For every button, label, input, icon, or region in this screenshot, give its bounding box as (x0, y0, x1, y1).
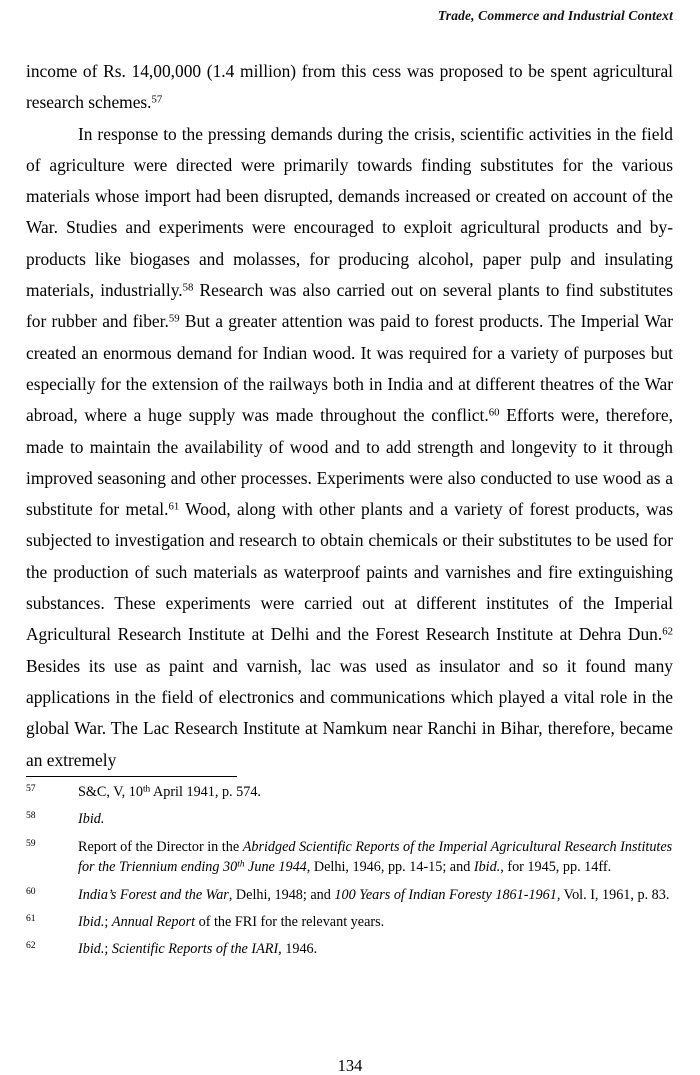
footnote-text-60 (78, 885, 673, 905)
footnote-run: Ibid. (473, 859, 501, 876)
footnote-run: S&C, V, 10 (78, 784, 143, 800)
footnote-marker-59[interactable]: 59 (168, 312, 180, 325)
footnote-run: Scientific Reports of the IARI, (111, 941, 282, 958)
page-number: 134 (337, 1056, 363, 1075)
footnote-62 (26, 939, 673, 959)
footnote-number-61[interactable]: 61 (26, 913, 36, 925)
footnote-60 (26, 885, 673, 905)
footnote-marker-60[interactable]: 60 (488, 406, 500, 419)
footnote-run: 100 Years of Indian Foresty 1861-1961 (334, 886, 557, 903)
footnote-57 (26, 782, 673, 802)
footnote-run: , Delhi, 1948; and (228, 886, 335, 903)
footnote-run: Ibid. (78, 941, 105, 958)
footnote-area (26, 776, 673, 960)
footnote-run: , Delhi, 1946, pp. 14-15; and (306, 859, 474, 876)
footnote-marker-62[interactable]: 62 (662, 625, 673, 638)
footnote-run: of the FRI for the relevant years. (195, 914, 385, 931)
paragraph-2-segment-2: Research was also carried out on several plants to find substitutes for rubber and fiber. (26, 280, 674, 332)
footnote-run: ; (104, 941, 112, 958)
footnote-number-59[interactable]: 59 (26, 837, 36, 849)
footnote-run: Annual Report (111, 914, 196, 931)
footnote-59 (26, 837, 673, 878)
footnote-text-61 (78, 912, 673, 932)
paragraph-2-segment-4: Efforts were, therefore, made to maintain the availability of wood and to add strength and longevity to it through improved seasoning and other processes. Experiments were also conducted to use wood as a substitute for metal. (26, 405, 673, 520)
footnote-run: 1946. (281, 941, 318, 958)
paragraph-2-segment-6: Besides its use as paint and varnish, lac was used as insulator and so it found many applications in the field of electronics and communications which played a vital role in the global War. The Lac Research Institute at Namkum near Ranchi in Bihar, therefore, became an extremely (26, 655, 673, 770)
footnote-run: India’s Forest and the War (78, 886, 229, 903)
footnote-marker-58[interactable]: 58 (182, 281, 194, 294)
paragraph-2-segment-5: Wood, along with other plants and a variety of forest products, was subjected to investigation and research to obtain chemicals or their substitutes to be used for the production of such materials as waterproof paints and varnishes and fire extinguishing substances. These experiments were carried out at different institutes of the Imperial Agricultural Research Institute at Delhi and the Forest Research Institute at Dehra Dun. (26, 499, 673, 645)
footnote-61 (26, 912, 673, 932)
paragraph-2-segment-3: But a greater attention was paid to forest products. The Imperial War created an enormous demand for Indian wood. It was required for a variety of purposes but especially for the extension of the railways both in India and at different theatres of the War abroad, where a huge supply was made throughout the conflict. (26, 311, 673, 426)
footnote-run: ; (104, 914, 112, 931)
footnote-run: April 1941, p. 574. (150, 784, 261, 800)
paragraph-1-text: income of Rs. 14,00,000 (1.4 million) from this cess was proposed to be spent agricultural research schemes. (26, 61, 673, 113)
footnote-run: June 1944 (244, 859, 307, 876)
footnote-list (26, 782, 673, 960)
footnote-number-58[interactable]: 58 (26, 810, 36, 822)
running-header: Trade, Commerce and Industrial Context (437, 8, 673, 23)
footnote-run: Report of the Director in the (78, 838, 243, 855)
footnote-run: th (142, 784, 151, 795)
body-text-block (26, 56, 673, 776)
footnote-run: , Vol. I, 1961, p. 83. (556, 886, 670, 903)
footnote-run: Ibid. (78, 811, 105, 828)
footnote-text-57 (78, 782, 673, 802)
footnote-run: Ibid. (78, 914, 105, 931)
paragraph-continuation (26, 56, 673, 119)
paragraph-2-segment-1: In response to the pressing demands during the crisis, scientific activities in the field of agriculture were directed were primarily towards finding substitutes for the various materials whose import had been disrupted, demands increased or created on account of the War. Studies and experiments were encouraged to exploit agricultural products and by-products like biogases and molasses, for producing alcohol, paper pulp and insulating materials, industrially. (26, 123, 673, 301)
footnote-separator-rule (26, 776, 237, 777)
footnote-run: th (237, 859, 245, 870)
paragraph-main (26, 119, 673, 776)
footnote-number-60[interactable]: 60 (26, 885, 36, 897)
footnote-number-62[interactable]: 62 (26, 940, 36, 952)
footnote-marker-61[interactable]: 61 (168, 500, 180, 513)
footnote-text-58 (78, 809, 673, 829)
footnote-text-59 (78, 837, 673, 878)
footnote-text-62 (78, 939, 673, 959)
footnote-run: Abridged Scientific Reports of the Imperial Agricultural Research Institutes for the Triennium ending 30 (78, 838, 673, 876)
footnote-58 (26, 809, 673, 829)
footnote-number-57[interactable]: 57 (26, 783, 36, 794)
footnote-marker-57[interactable]: 57 (151, 93, 163, 106)
footnote-run: , for 1945, pp. 14ff. (500, 859, 612, 876)
